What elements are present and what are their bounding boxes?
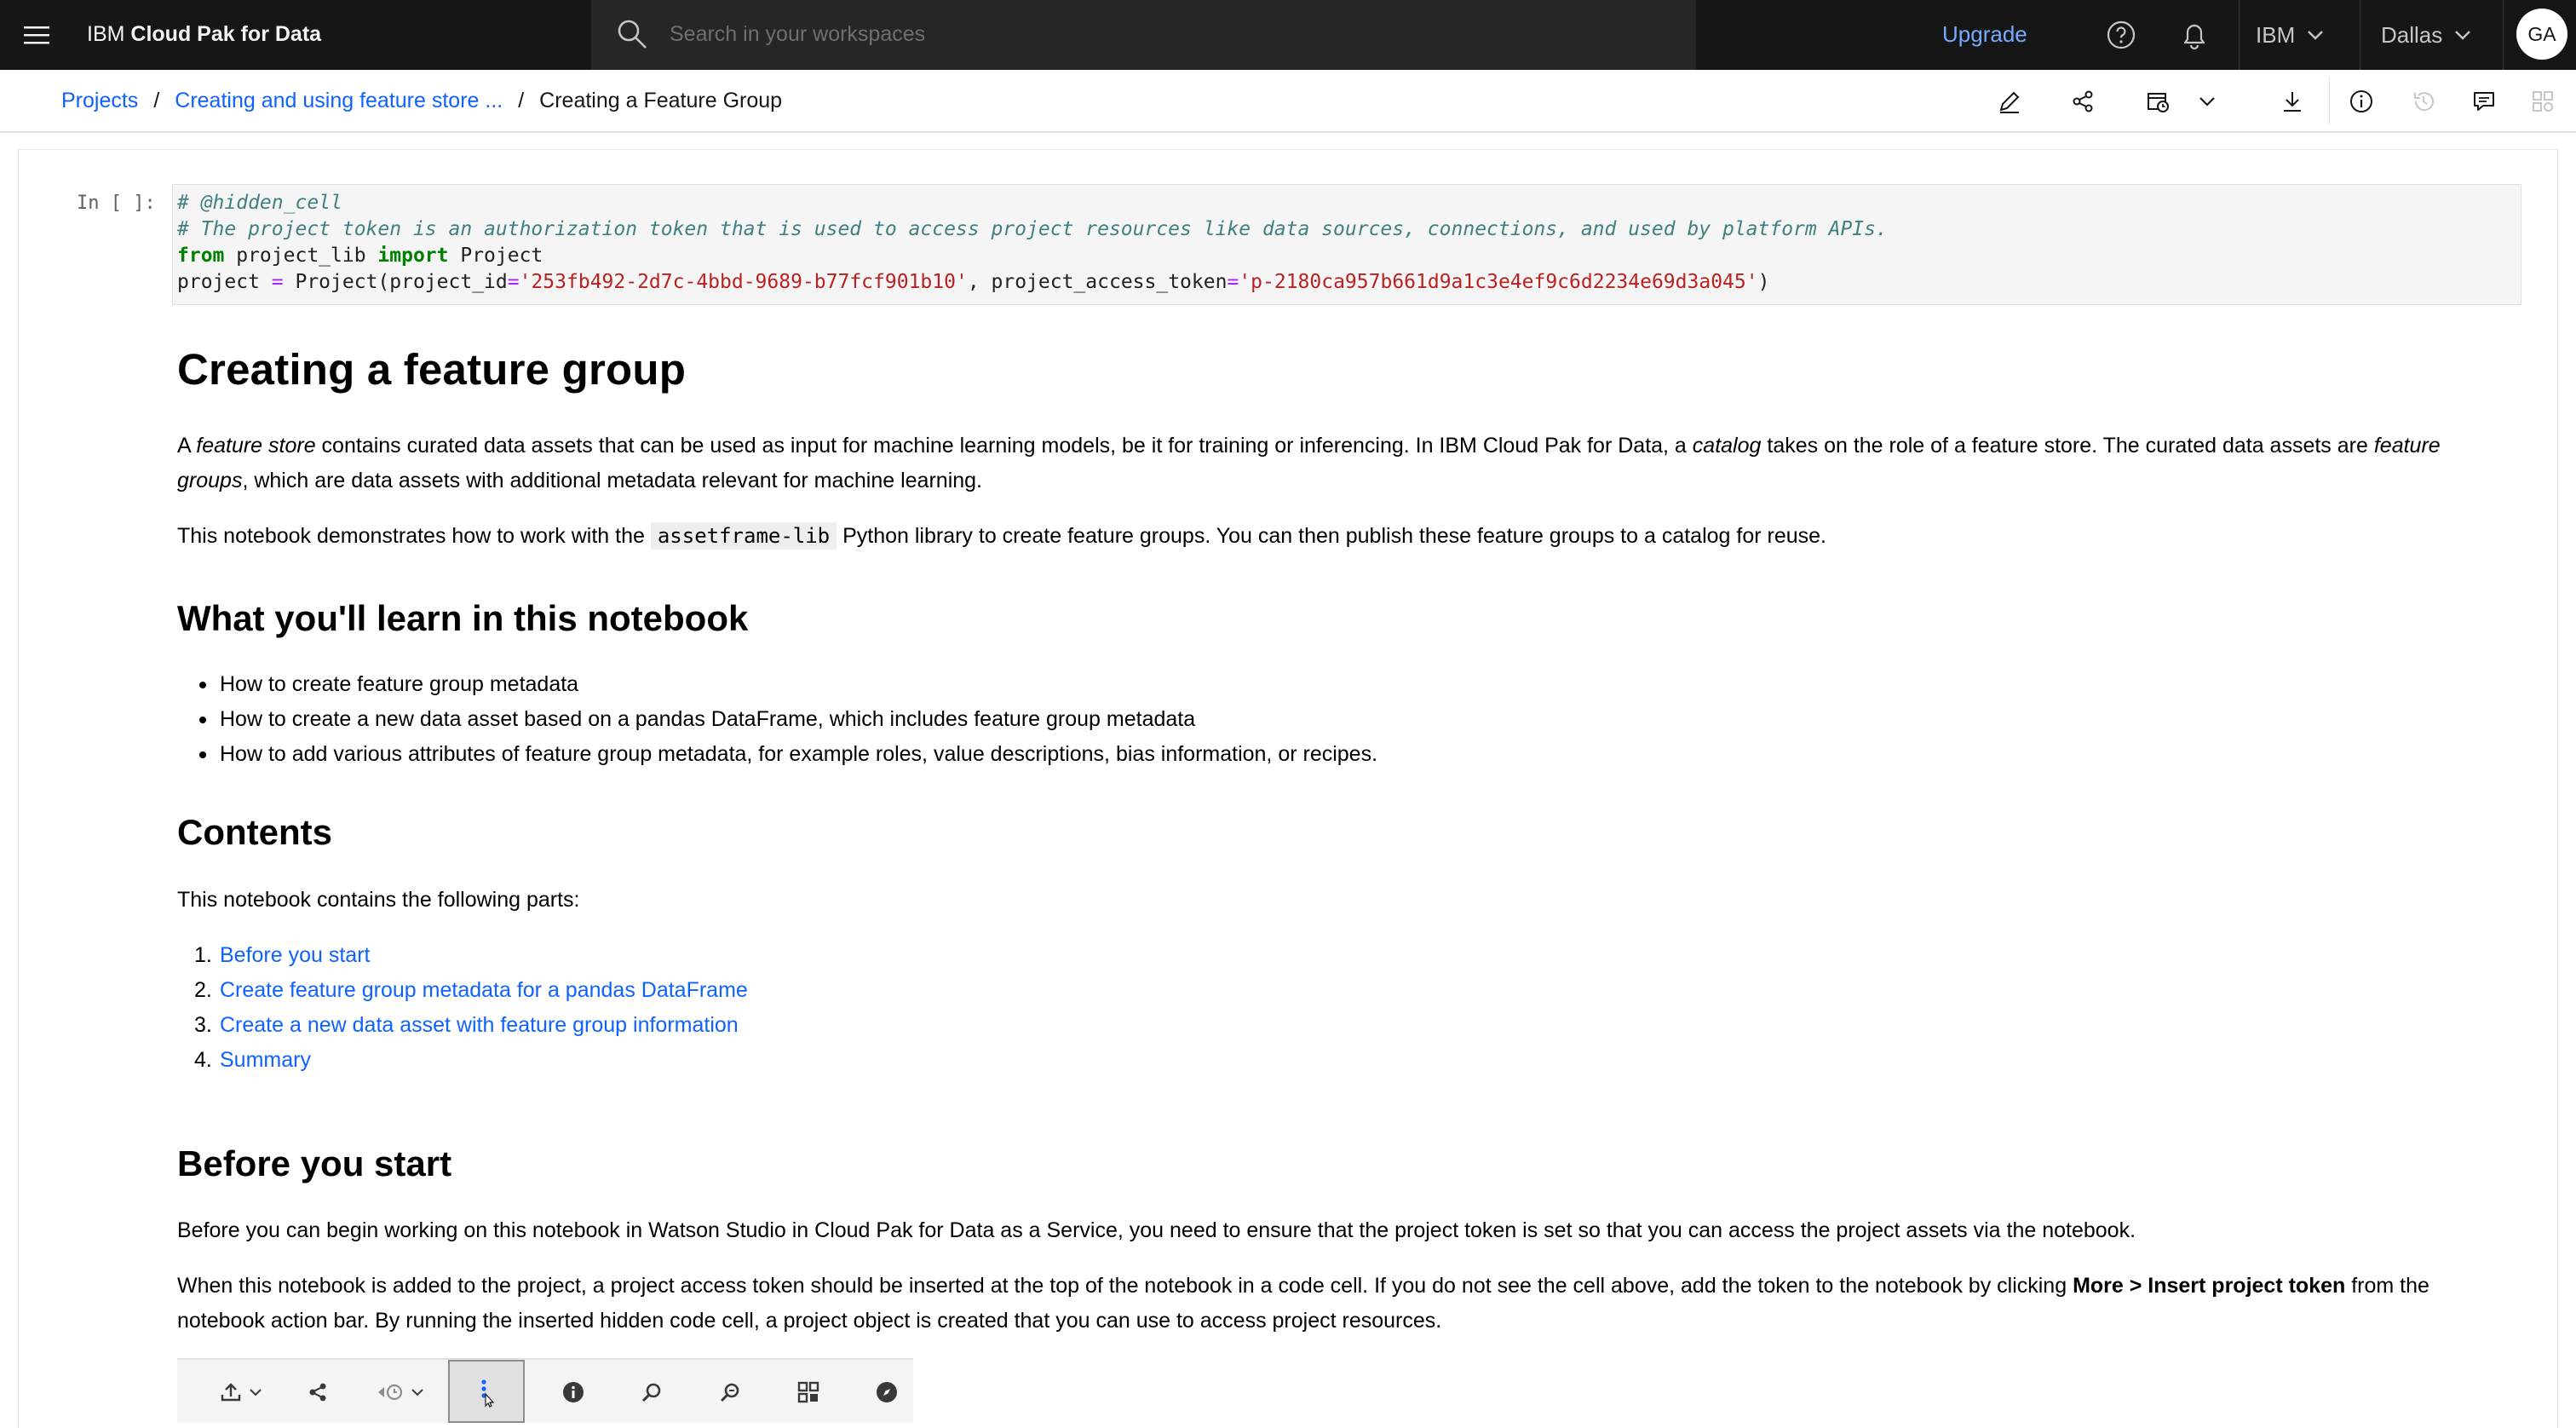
comment-icon[interactable] (2464, 82, 2504, 121)
search-icon[interactable] (615, 17, 649, 51)
code-operator: = (507, 271, 520, 293)
resources-icon (2523, 82, 2562, 121)
account-switcher[interactable] (2256, 0, 2324, 70)
text: takes on the role of a feature store. The curated data assets are (1761, 434, 2374, 458)
help-icon[interactable] (2102, 15, 2141, 55)
heading-contents: Contents (177, 812, 332, 852)
action-bar-image (177, 1358, 913, 1423)
emphasis: catalog (1692, 434, 1762, 458)
code-comment: # The project token is an authorization token that is used to access project resources like data sources, connections, and used by platform APIs. (177, 218, 1888, 240)
code-text: project_lib (224, 245, 378, 267)
before-paragraph-2 (177, 1269, 2494, 1339)
edit-icon[interactable] (1990, 82, 2029, 121)
list-number: 3. (194, 1013, 212, 1037)
heading-before-you-start: Before you start (177, 1143, 452, 1183)
contents-link-create-asset[interactable]: Create a new data asset with feature group information (220, 1013, 739, 1037)
account-label: IBM (2256, 21, 2296, 48)
list-item (177, 1043, 2494, 1078)
heading-creating-feature-group: Creating a feature group (177, 345, 687, 394)
history-icon (2404, 82, 2443, 121)
version-icon (377, 1375, 424, 1409)
heading-what-you-learn: What you'll learn in this notebook (177, 598, 749, 638)
breadcrumb-projects[interactable]: Projects (61, 88, 139, 112)
avatar[interactable]: GA (2516, 9, 2567, 60)
text: This notebook demonstrates how to work with the (177, 524, 651, 548)
list-item (177, 1008, 2494, 1043)
code-text: project (177, 271, 272, 293)
breadcrumb-current: Creating a Feature Group (539, 88, 783, 112)
brand-prefix: IBM (87, 22, 125, 46)
text: , which are data assets with additional metadata relevant for machine learning. (242, 469, 982, 492)
global-search (591, 0, 1696, 70)
code-cell[interactable] (172, 184, 2521, 305)
inline-code: assetframe-lib (651, 522, 837, 550)
code-text: , project_access_token (967, 271, 1228, 293)
find-icon (641, 1375, 663, 1409)
region-switcher[interactable] (2381, 0, 2471, 70)
emphasis: feature groups (177, 434, 2441, 492)
breadcrumb-bar (0, 70, 2576, 133)
list-item: How to create a new data asset based on a pandas DataFrame, which includes feature group metadata (177, 702, 2494, 737)
code-operator: = (271, 271, 284, 293)
download-icon[interactable] (2273, 82, 2312, 121)
list-item (177, 973, 2494, 1008)
contents-intro: This notebook contains the following parts: (177, 888, 580, 912)
chevron-down-icon (2454, 30, 2471, 40)
code-comment: # @hidden_cell (177, 192, 342, 214)
code-string: '253fb492-2d7c-4bbd-9689-b77fcf901b10' (519, 271, 968, 293)
code-text: Project (448, 245, 543, 267)
breadcrumb-project[interactable]: Creating and using feature store ... (175, 88, 503, 112)
brand-product: Cloud Pak for Data (130, 22, 322, 46)
upgrade-link[interactable]: Upgrade (1942, 21, 2027, 47)
chevron-down-icon[interactable] (2188, 82, 2227, 121)
menu-icon[interactable] (17, 15, 56, 55)
list-number: 4. (194, 1048, 212, 1072)
search-input[interactable] (670, 0, 1649, 68)
data-icon (797, 1375, 819, 1409)
code-string: 'p-2180ca957b661d9a1c3e4ef9c6d2234e69d3a045' (1239, 271, 1758, 293)
list-item: How to add various attributes of feature group metadata, for example roles, value descriptions, bias information, or recipes. (177, 737, 2494, 772)
code-operator: = (1227, 271, 1239, 293)
schedule-icon[interactable] (2138, 82, 2177, 121)
chevron-down-icon (2307, 30, 2324, 40)
list-item (177, 938, 2494, 973)
before-paragraph-1: Before you can begin working on this notebook in Watson Studio in Cloud Pak for Data as a Service, you need to ensure that the project token is set so that you can access the project assets via the notebook. (177, 1218, 2136, 1242)
explore-icon (876, 1375, 898, 1409)
code-keyword: import (377, 245, 449, 267)
text: When this notebook is added to the project, a project access token should be inserted at the top of the notebook in a code cell. If you do not see the cell above, add the token to the notebook by clicking (177, 1274, 2073, 1298)
breadcrumb-separator: / (153, 88, 160, 112)
list-number: 1. (194, 943, 212, 967)
upload-icon (220, 1375, 262, 1409)
contents-list (177, 938, 2494, 1078)
search-replace-icon (719, 1375, 741, 1409)
product-brand[interactable] (87, 0, 321, 70)
contents-link-summary[interactable]: Summary (220, 1048, 311, 1072)
cell-prompt: In [ ]: (77, 193, 156, 214)
list-number: 2. (194, 978, 212, 1002)
bold-text: More > Insert project token (2073, 1274, 2346, 1298)
text: contains curated data assets that can be used as input for machine learning models, be it for training or inferencing. In IBM Cloud Pak for Data, a (315, 434, 1693, 458)
more-vertical-icon (477, 1375, 496, 1409)
learn-list (177, 667, 2494, 772)
code-text: Project(project_id (283, 271, 508, 293)
text: from the notebook action bar. By running the inserted hidden code cell, a project object is created that you can use to access project resources. (177, 1274, 2429, 1333)
list-item: How to create feature group metadata (177, 667, 2494, 702)
divider (2329, 77, 2330, 124)
info-icon[interactable] (2342, 82, 2381, 121)
text: Python library to create feature groups. You can then publish these feature groups to a catalog for reuse. (837, 524, 1826, 548)
code-text: ) (1757, 271, 1770, 293)
demo-paragraph (177, 519, 2494, 554)
contents-link-before-you-start[interactable]: Before you start (220, 943, 371, 967)
emphasis: feature store (196, 434, 316, 458)
intro-paragraph (177, 429, 2494, 498)
divider (2503, 0, 2504, 70)
code-keyword: from (177, 245, 225, 267)
notification-icon[interactable] (2175, 15, 2214, 55)
divider (2239, 0, 2240, 70)
breadcrumb (61, 70, 782, 131)
share-icon (307, 1375, 329, 1409)
breadcrumb-separator: / (518, 88, 525, 112)
info-icon (562, 1375, 584, 1409)
top-navigation-bar (0, 0, 2576, 70)
contents-link-create-metadata[interactable]: Create feature group metadata for a pandas DataFrame (220, 978, 748, 1002)
region-label: Dallas (2381, 21, 2443, 48)
text: A (177, 434, 197, 458)
share-icon[interactable] (2063, 82, 2102, 121)
